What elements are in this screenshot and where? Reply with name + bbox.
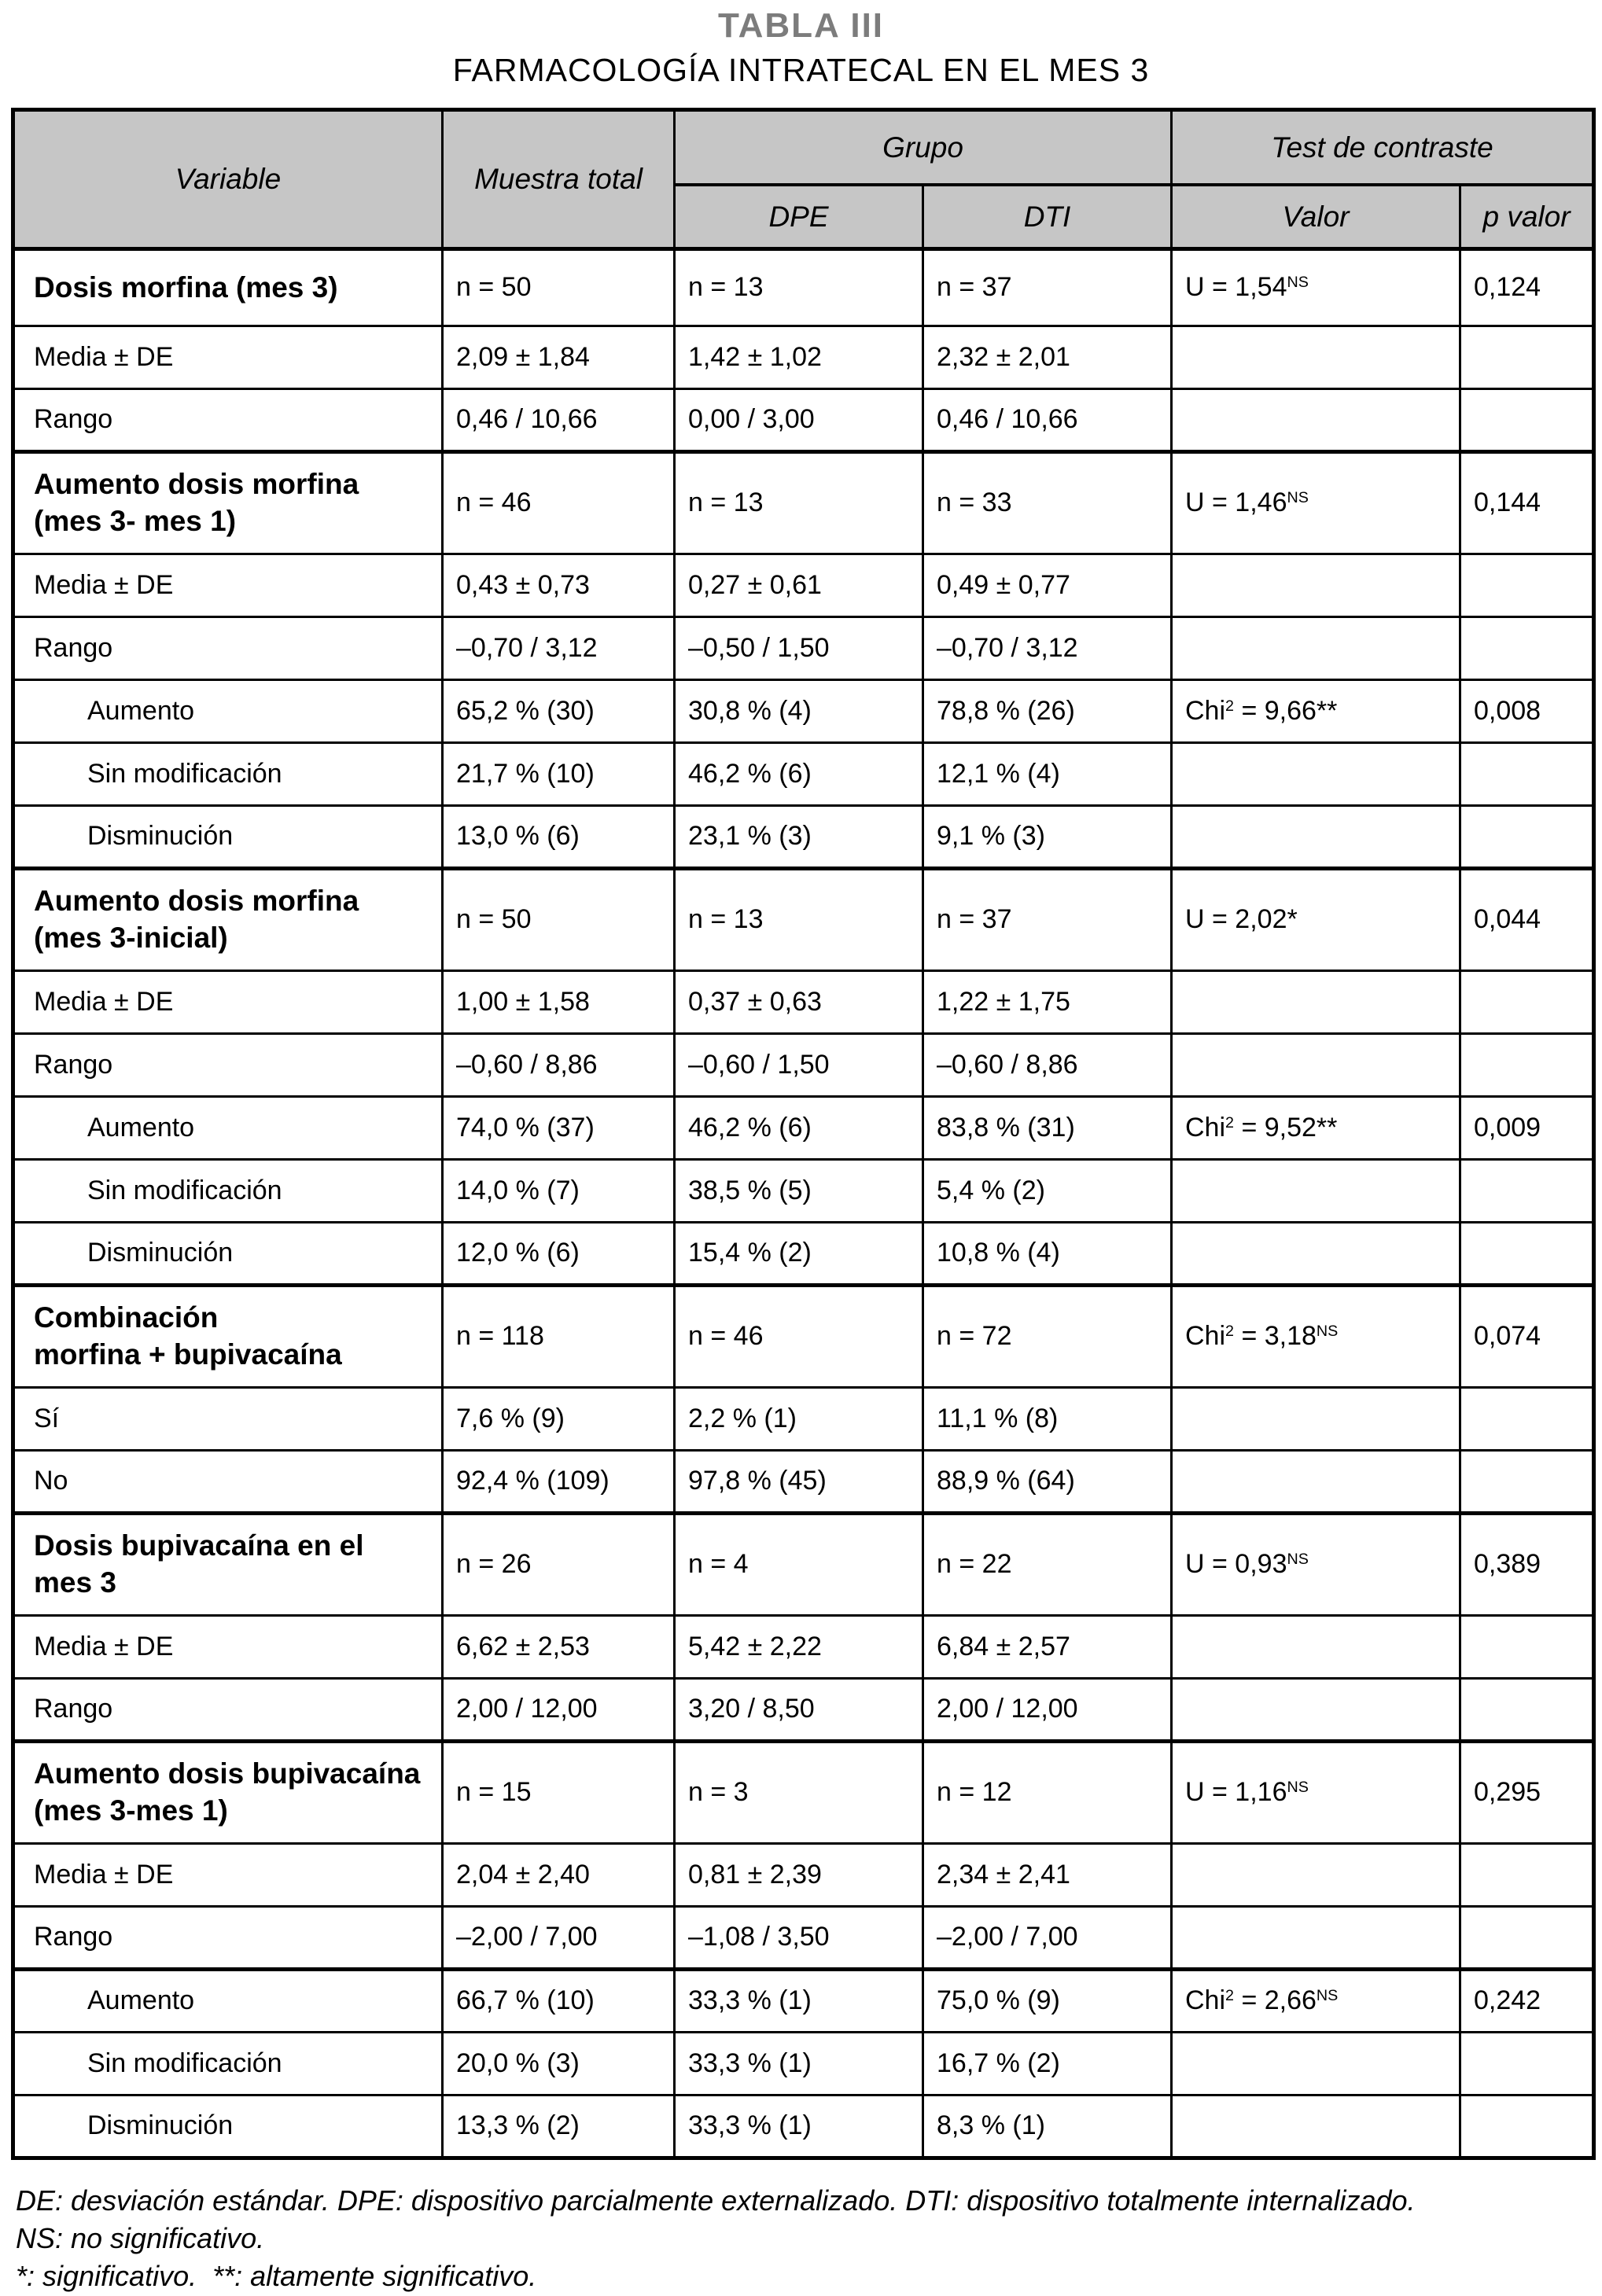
table-row bbox=[13, 617, 1594, 680]
cell-dti: 78,8 % (26) bbox=[923, 680, 1172, 743]
cell-muestra-total: –0,60 / 8,86 bbox=[443, 1034, 675, 1097]
cell-muestra-total: 13,3 % (2) bbox=[443, 2095, 675, 2158]
cell-valor bbox=[1172, 1616, 1460, 1679]
cell-p-valor bbox=[1460, 1223, 1594, 1286]
cell-variable: Rango bbox=[13, 389, 443, 452]
cell-dpe: 0,81 ± 2,39 bbox=[675, 1844, 923, 1907]
cell-dpe: n = 13 bbox=[675, 249, 923, 326]
table-header bbox=[13, 110, 1594, 249]
cell-variable: Disminución bbox=[13, 806, 443, 869]
cell-p-valor bbox=[1460, 1451, 1594, 1514]
column-header-grupo: Grupo bbox=[675, 110, 1172, 185]
cell-variable: Aumento bbox=[13, 680, 443, 743]
cell-dti: n = 12 bbox=[923, 1742, 1172, 1844]
cell-dti: 12,1 % (4) bbox=[923, 743, 1172, 806]
footnote-abbreviations: DE: desviación estándar. DPE: dispositivo parcialmente externalizado. DTI: dispositivo totalmente internalizado. bbox=[16, 2184, 1416, 2217]
cell-muestra-total: 13,0 % (6) bbox=[443, 806, 675, 869]
cell-valor bbox=[1172, 1907, 1460, 1970]
cell-muestra-total: 0,46 / 10,66 bbox=[443, 389, 675, 452]
cell-p-valor: 0,009 bbox=[1460, 1097, 1594, 1160]
cell-variable: Aumento bbox=[13, 1970, 443, 2033]
cell-dpe: 2,2 % (1) bbox=[675, 1388, 923, 1451]
cell-dti: –0,60 / 8,86 bbox=[923, 1034, 1172, 1097]
cell-variable: Disminución bbox=[13, 2095, 443, 2158]
column-header-test-de-contraste: Test de contraste bbox=[1172, 110, 1594, 185]
cell-dti: 83,8 % (31) bbox=[923, 1097, 1172, 1160]
table-row bbox=[13, 249, 1594, 326]
cell-variable: Sin modificación bbox=[13, 743, 443, 806]
table-row bbox=[13, 1907, 1594, 1970]
cell-muestra-total: n = 26 bbox=[443, 1514, 675, 1616]
cell-valor bbox=[1172, 1388, 1460, 1451]
cell-p-valor bbox=[1460, 1616, 1594, 1679]
cell-muestra-total: 1,00 ± 1,58 bbox=[443, 971, 675, 1034]
cell-valor bbox=[1172, 743, 1460, 806]
table-row bbox=[13, 1679, 1594, 1742]
cell-dpe: –0,50 / 1,50 bbox=[675, 617, 923, 680]
cell-valor: Chi$^2$ = 9,66** bbox=[1172, 680, 1460, 743]
cell-variable: Media ± DE bbox=[13, 326, 443, 389]
cell-dpe: 23,1 % (3) bbox=[675, 806, 923, 869]
cell-p-valor bbox=[1460, 617, 1594, 680]
cell-muestra-total: 66,7 % (10) bbox=[443, 1970, 675, 2033]
table-row bbox=[13, 1388, 1594, 1451]
cell-dti: n = 37 bbox=[923, 249, 1172, 326]
cell-variable: Sí bbox=[13, 1388, 443, 1451]
cell-valor: Chi$^2$ = 9,52** bbox=[1172, 1097, 1460, 1160]
cell-dti: 0,49 ± 0,77 bbox=[923, 554, 1172, 617]
cell-valor: $U = 0,93^{NS}$ bbox=[1172, 1514, 1460, 1616]
cell-dpe: n = 13 bbox=[675, 452, 923, 554]
cell-variable: Media ± DE bbox=[13, 1616, 443, 1679]
cell-dti: 10,8 % (4) bbox=[923, 1223, 1172, 1286]
cell-dti: n = 33 bbox=[923, 452, 1172, 554]
cell-variable: Sin modificación bbox=[13, 1160, 443, 1223]
pharmacology-table bbox=[11, 108, 1596, 2160]
cell-p-valor: 0,389 bbox=[1460, 1514, 1594, 1616]
table-row bbox=[13, 1286, 1594, 1388]
cell-valor bbox=[1172, 1679, 1460, 1742]
table-row bbox=[13, 554, 1594, 617]
cell-dti: n = 37 bbox=[923, 869, 1172, 971]
cell-valor bbox=[1172, 617, 1460, 680]
cell-dti: 2,00 / 12,00 bbox=[923, 1679, 1172, 1742]
cell-p-valor: 0,295 bbox=[1460, 1742, 1594, 1844]
table-row bbox=[13, 1514, 1594, 1616]
table-title: TABLA III bbox=[717, 6, 885, 45]
cell-variable: Combinación morfina + bupivacaína bbox=[13, 1286, 443, 1388]
cell-p-valor bbox=[1460, 1844, 1594, 1907]
table-row bbox=[13, 869, 1594, 971]
cell-dpe: 1,42 ± 1,02 bbox=[675, 326, 923, 389]
table-row bbox=[13, 1970, 1594, 2033]
cell-p-valor: 0,124 bbox=[1460, 249, 1594, 326]
cell-variable: Dosis bupivacaína en el mes 3 bbox=[13, 1514, 443, 1616]
cell-valor bbox=[1172, 554, 1460, 617]
cell-variable: Media ± DE bbox=[13, 971, 443, 1034]
cell-variable: Rango bbox=[13, 617, 443, 680]
table-row bbox=[13, 1223, 1594, 1286]
cell-valor bbox=[1172, 389, 1460, 452]
cell-p-valor bbox=[1460, 2033, 1594, 2095]
cell-valor: $U = 1,46^{NS}$ bbox=[1172, 452, 1460, 554]
cell-valor bbox=[1172, 326, 1460, 389]
footnote-ns: NS: no significativo. bbox=[16, 2222, 265, 2255]
cell-muestra-total: 6,62 ± 2,53 bbox=[443, 1616, 675, 1679]
table-row bbox=[13, 452, 1594, 554]
cell-dti: 5,4 % (2) bbox=[923, 1160, 1172, 1223]
cell-dpe: 5,42 ± 2,22 bbox=[675, 1616, 923, 1679]
cell-dpe: n = 3 bbox=[675, 1742, 923, 1844]
cell-muestra-total: 2,09 ± 1,84 bbox=[443, 326, 675, 389]
cell-dti: n = 22 bbox=[923, 1514, 1172, 1616]
cell-p-valor bbox=[1460, 389, 1594, 452]
cell-valor bbox=[1172, 1844, 1460, 1907]
cell-p-valor: 0,008 bbox=[1460, 680, 1594, 743]
table-row bbox=[13, 2095, 1594, 2158]
table-row bbox=[13, 1097, 1594, 1160]
cell-dpe: 33,3 % (1) bbox=[675, 1970, 923, 2033]
cell-dpe: n = 4 bbox=[675, 1514, 923, 1616]
cell-muestra-total: 65,2 % (30) bbox=[443, 680, 675, 743]
cell-dpe: n = 46 bbox=[675, 1286, 923, 1388]
cell-p-valor bbox=[1460, 1388, 1594, 1451]
cell-dpe: 0,37 ± 0,63 bbox=[675, 971, 923, 1034]
cell-p-valor: 0,144 bbox=[1460, 452, 1594, 554]
cell-valor: U = 2,02* bbox=[1172, 869, 1460, 971]
cell-dpe: n = 13 bbox=[675, 869, 923, 971]
cell-dpe: –0,60 / 1,50 bbox=[675, 1034, 923, 1097]
cell-muestra-total: 92,4 % (109) bbox=[443, 1451, 675, 1514]
cell-valor bbox=[1172, 1160, 1460, 1223]
cell-muestra-total: 20,0 % (3) bbox=[443, 2033, 675, 2095]
column-header-dti: DTI bbox=[923, 185, 1172, 249]
table-subtitle: FARMACOLOGÍA INTRATECAL EN EL MES 3 bbox=[452, 52, 1150, 88]
cell-dti: 2,34 ± 2,41 bbox=[923, 1844, 1172, 1907]
cell-variable: Rango bbox=[13, 1907, 443, 1970]
cell-dpe: 97,8 % (45) bbox=[675, 1451, 923, 1514]
cell-dpe: 0,00 / 3,00 bbox=[675, 389, 923, 452]
column-header-dpe: DPE bbox=[675, 185, 923, 249]
cell-dpe: 0,27 ± 0,61 bbox=[675, 554, 923, 617]
cell-muestra-total: 74,0 % (37) bbox=[443, 1097, 675, 1160]
header-row-1 bbox=[13, 110, 1594, 185]
cell-valor: $Chi^2 = 3,18^{NS}$ bbox=[1172, 1286, 1460, 1388]
cell-dpe: 15,4 % (2) bbox=[675, 1223, 923, 1286]
title-block bbox=[0, 0, 1602, 89]
cell-muestra-total: 14,0 % (7) bbox=[443, 1160, 675, 1223]
cell-dpe: 30,8 % (4) bbox=[675, 680, 923, 743]
cell-dpe: 46,2 % (6) bbox=[675, 743, 923, 806]
cell-variable: Media ± DE bbox=[13, 1844, 443, 1907]
cell-muestra-total: 2,04 ± 2,40 bbox=[443, 1844, 675, 1907]
cell-dti: –0,70 / 3,12 bbox=[923, 617, 1172, 680]
cell-muestra-total: n = 15 bbox=[443, 1742, 675, 1844]
cell-muestra-total: n = 50 bbox=[443, 869, 675, 971]
cell-p-valor bbox=[1460, 971, 1594, 1034]
cell-valor bbox=[1172, 1034, 1460, 1097]
cell-variable: Rango bbox=[13, 1034, 443, 1097]
cell-valor bbox=[1172, 2033, 1460, 2095]
cell-valor bbox=[1172, 806, 1460, 869]
cell-variable: Dosis morfina (mes 3) bbox=[13, 249, 443, 326]
cell-muestra-total: 0,43 ± 0,73 bbox=[443, 554, 675, 617]
cell-variable: No bbox=[13, 1451, 443, 1514]
cell-dti: 0,46 / 10,66 bbox=[923, 389, 1172, 452]
cell-valor bbox=[1172, 971, 1460, 1034]
cell-p-valor bbox=[1460, 743, 1594, 806]
cell-dti: 9,1 % (3) bbox=[923, 806, 1172, 869]
cell-variable: Aumento dosis morfina (mes 3- mes 1) bbox=[13, 452, 443, 554]
table-body bbox=[13, 249, 1594, 2158]
column-header-variable: Variable bbox=[13, 110, 443, 249]
table-row bbox=[13, 326, 1594, 389]
cell-p-valor bbox=[1460, 1679, 1594, 1742]
cell-valor: $U = 1,54^{NS}$ bbox=[1172, 249, 1460, 326]
cell-variable: Aumento dosis bupivacaína (mes 3-mes 1) bbox=[13, 1742, 443, 1844]
cell-variable: Disminución bbox=[13, 1223, 443, 1286]
cell-dti: 75,0 % (9) bbox=[923, 1970, 1172, 2033]
footnotes bbox=[16, 2182, 1602, 2296]
table-row bbox=[13, 389, 1594, 452]
cell-dti: –2,00 / 7,00 bbox=[923, 1907, 1172, 1970]
cell-valor bbox=[1172, 1451, 1460, 1514]
cell-variable: Aumento dosis morfina (mes 3-inicial) bbox=[13, 869, 443, 971]
cell-p-valor: 0,074 bbox=[1460, 1286, 1594, 1388]
cell-dpe: –1,08 / 3,50 bbox=[675, 1907, 923, 1970]
cell-muestra-total: 21,7 % (10) bbox=[443, 743, 675, 806]
table-row bbox=[13, 1742, 1594, 1844]
table-row bbox=[13, 1160, 1594, 1223]
cell-p-valor bbox=[1460, 806, 1594, 869]
column-header-muestra-total: Muestra total bbox=[443, 110, 675, 249]
cell-dpe: 33,3 % (1) bbox=[675, 2033, 923, 2095]
cell-p-valor bbox=[1460, 326, 1594, 389]
column-header-p-valor: p valor bbox=[1460, 185, 1594, 249]
cell-dti: 16,7 % (2) bbox=[923, 2033, 1172, 2095]
cell-dti: 6,84 ± 2,57 bbox=[923, 1616, 1172, 1679]
cell-muestra-total: 12,0 % (6) bbox=[443, 1223, 675, 1286]
cell-muestra-total: –0,70 / 3,12 bbox=[443, 617, 675, 680]
cell-p-valor bbox=[1460, 1907, 1594, 1970]
table-row bbox=[13, 2033, 1594, 2095]
table-row bbox=[13, 1844, 1594, 1907]
cell-dpe: 33,3 % (1) bbox=[675, 2095, 923, 2158]
cell-valor bbox=[1172, 2095, 1460, 2158]
cell-valor: $Chi^2 = 2,66^{NS}$ bbox=[1172, 1970, 1460, 2033]
table-row bbox=[13, 1451, 1594, 1514]
cell-dpe: 3,20 / 8,50 bbox=[675, 1679, 923, 1742]
cell-valor bbox=[1172, 1223, 1460, 1286]
cell-dti: 88,9 % (64) bbox=[923, 1451, 1172, 1514]
cell-valor: $U = 1,16^{NS}$ bbox=[1172, 1742, 1460, 1844]
cell-p-valor: 0,044 bbox=[1460, 869, 1594, 971]
cell-muestra-total: –2,00 / 7,00 bbox=[443, 1907, 675, 1970]
table-row bbox=[13, 971, 1594, 1034]
footnote-significance: *: significativo. **: altamente significativo. bbox=[16, 2260, 537, 2293]
cell-muestra-total: n = 46 bbox=[443, 452, 675, 554]
cell-dti: 1,22 ± 1,75 bbox=[923, 971, 1172, 1034]
cell-muestra-total: n = 50 bbox=[443, 249, 675, 326]
table-row bbox=[13, 1616, 1594, 1679]
cell-dti: n = 72 bbox=[923, 1286, 1172, 1388]
cell-p-valor bbox=[1460, 1034, 1594, 1097]
cell-variable: Sin modificación bbox=[13, 2033, 443, 2095]
cell-p-valor bbox=[1460, 554, 1594, 617]
table-row bbox=[13, 1034, 1594, 1097]
cell-dpe: 46,2 % (6) bbox=[675, 1097, 923, 1160]
cell-dti: 2,32 ± 2,01 bbox=[923, 326, 1172, 389]
cell-p-valor bbox=[1460, 2095, 1594, 2158]
cell-variable: Rango bbox=[13, 1679, 443, 1742]
cell-muestra-total: n = 118 bbox=[443, 1286, 675, 1388]
cell-dpe: 38,5 % (5) bbox=[675, 1160, 923, 1223]
table-row bbox=[13, 743, 1594, 806]
table-row bbox=[13, 806, 1594, 869]
cell-variable: Aumento bbox=[13, 1097, 443, 1160]
cell-variable: Media ± DE bbox=[13, 554, 443, 617]
table-row bbox=[13, 680, 1594, 743]
cell-dti: 8,3 % (1) bbox=[923, 2095, 1172, 2158]
cell-p-valor: 0,242 bbox=[1460, 1970, 1594, 2033]
cell-muestra-total: 7,6 % (9) bbox=[443, 1388, 675, 1451]
cell-muestra-total: 2,00 / 12,00 bbox=[443, 1679, 675, 1742]
cell-p-valor bbox=[1460, 1160, 1594, 1223]
column-header-valor: Valor bbox=[1172, 185, 1460, 249]
cell-dti: 11,1 % (8) bbox=[923, 1388, 1172, 1451]
